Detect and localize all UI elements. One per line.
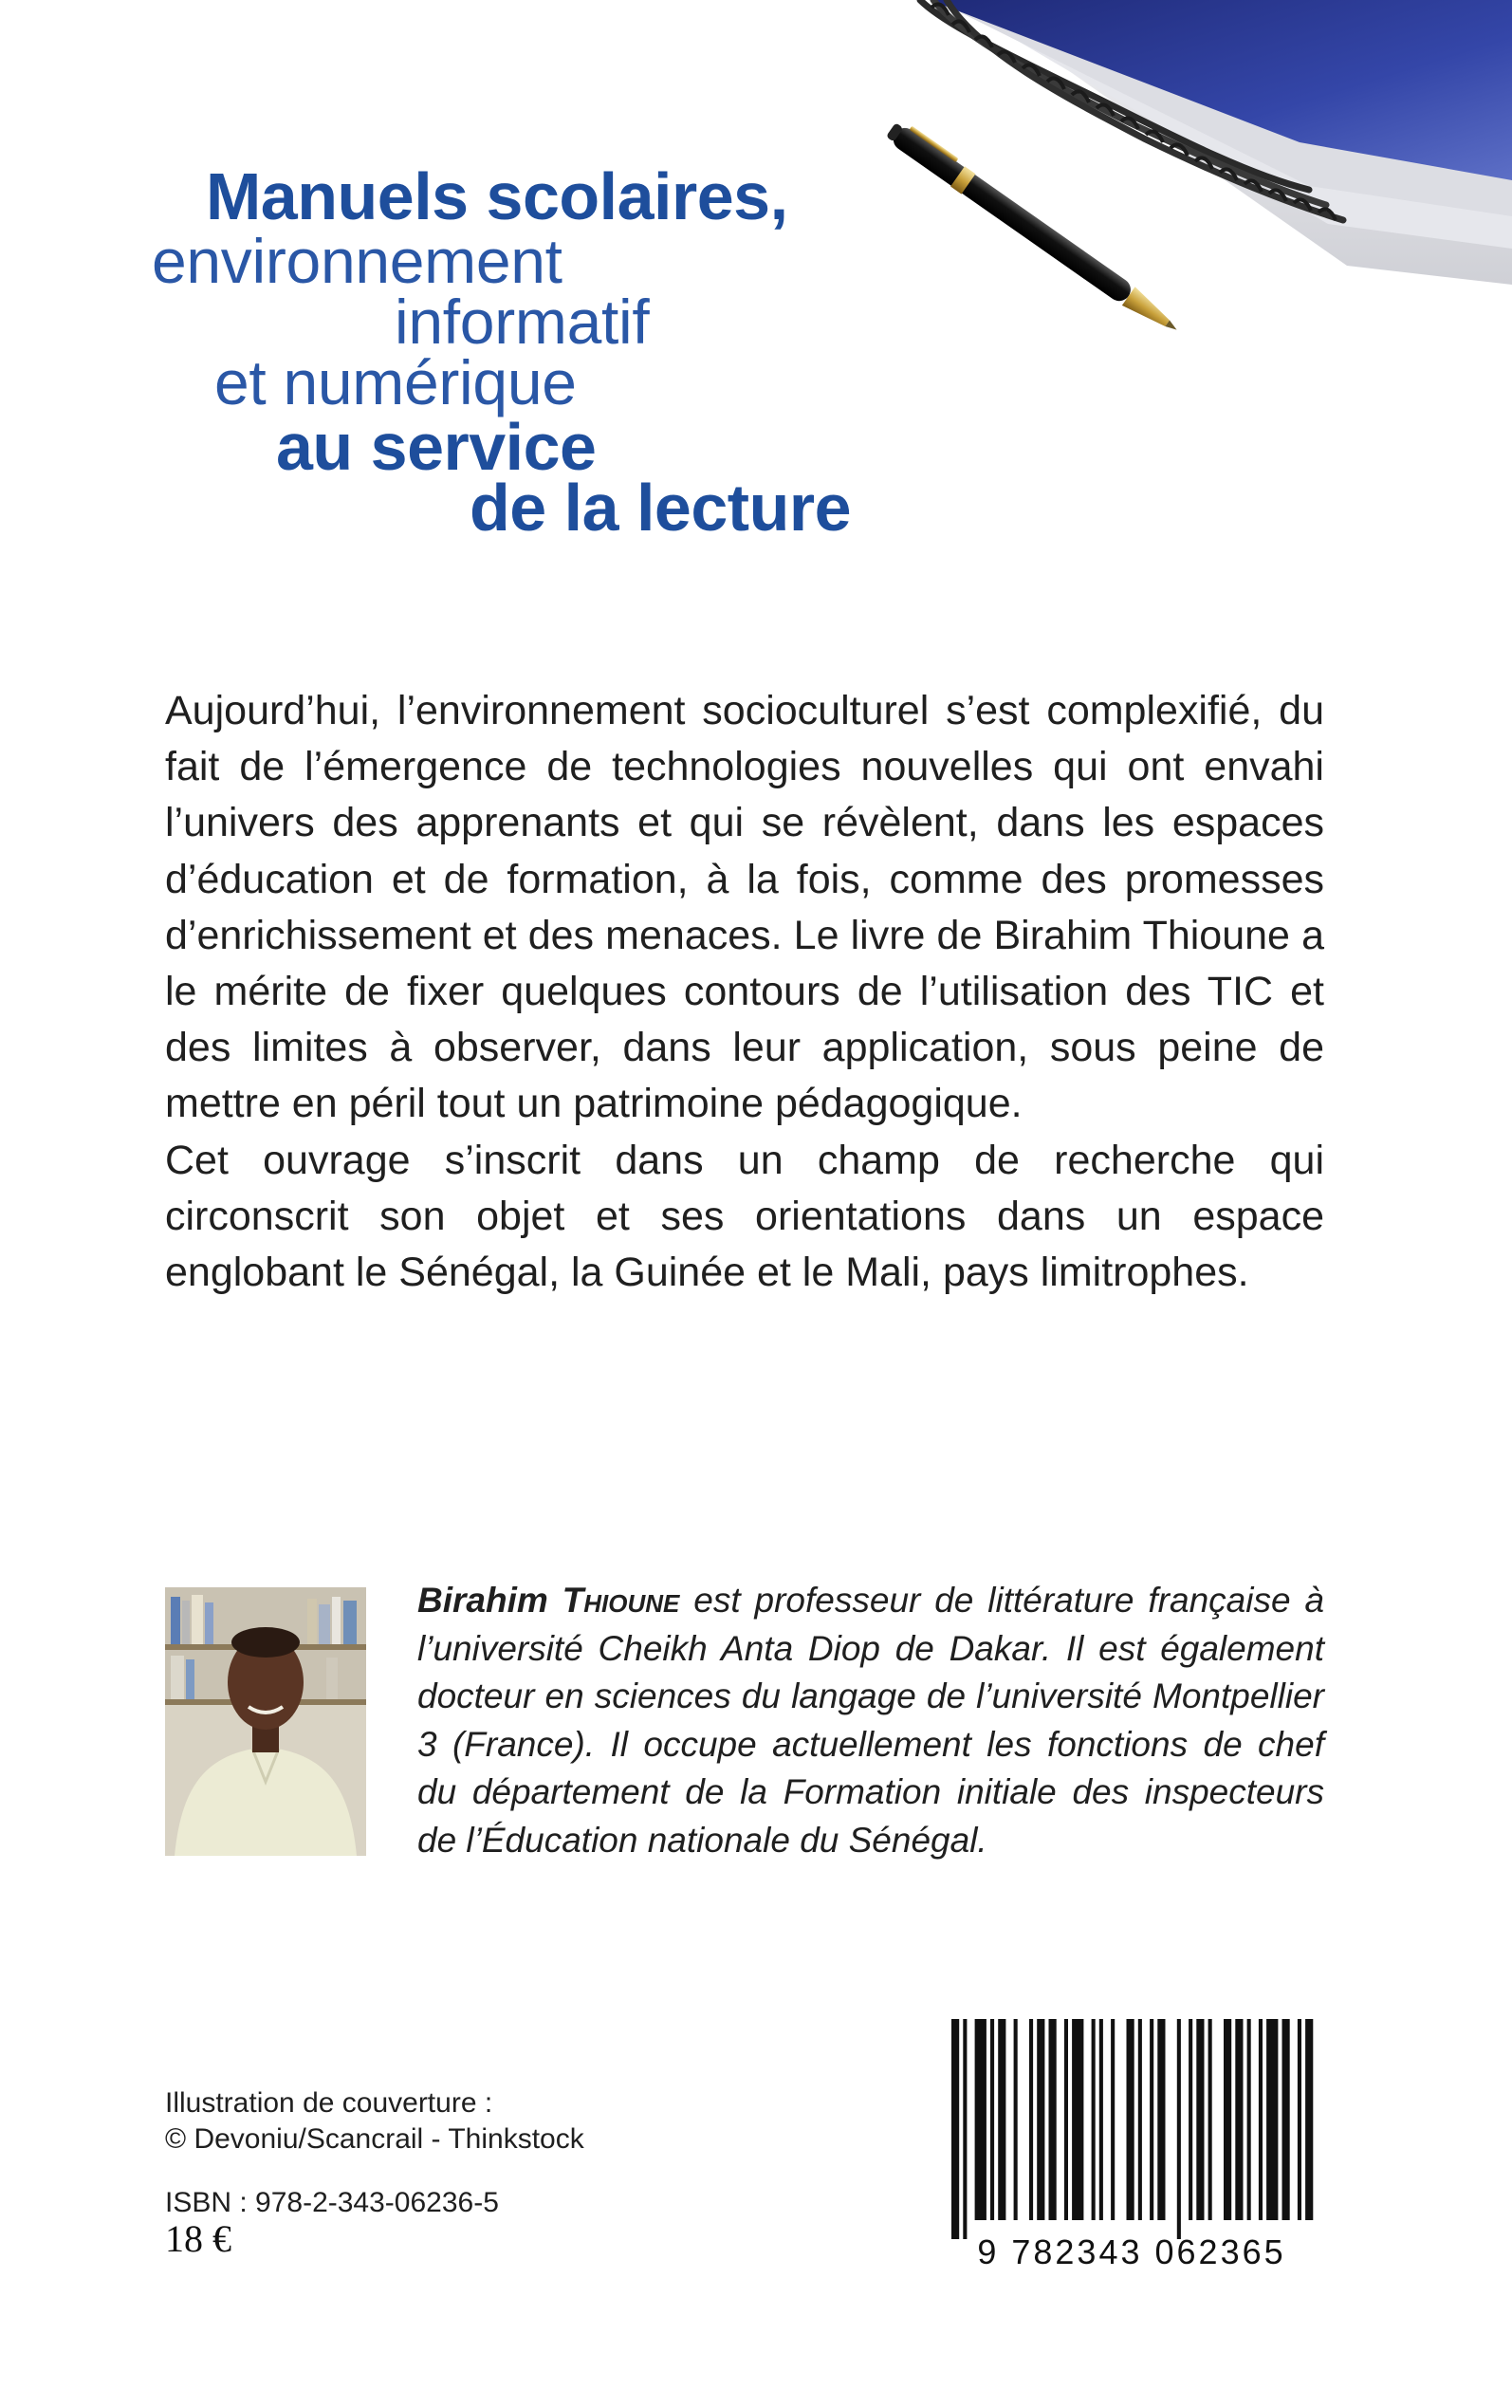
notebook-pen-illustration [854,0,1512,398]
barcode-bar [1092,2019,1096,2220]
title-line-5: au service [276,410,597,484]
barcode-bar [1235,2019,1243,2220]
barcode-bar [1298,2019,1301,2220]
barcode-bar [1247,2019,1251,2220]
barcode-bar [1196,2019,1204,2220]
barcode-bar [1305,2019,1313,2220]
barcode-digits: 9 782343 062365 [977,2232,1286,2268]
author-bio [417,1577,1324,1864]
title-line-6: de la lecture [470,471,852,545]
pen [884,117,1186,340]
title-line-2: environnement [152,226,562,296]
barcode-bar [1177,2019,1181,2239]
barcode-bar [1189,2019,1192,2220]
barcode-bar [1072,2019,1083,2220]
barcode-bar [1099,2019,1103,2220]
illustration-credit-label: Illustration de couverture : [165,2087,493,2119]
barcode-bar [1049,2019,1057,2220]
author-surname: Thioune [562,1581,680,1620]
barcode-bar [1208,2019,1212,2220]
barcode-bar [1127,2019,1134,2220]
price: 18 € [165,2217,231,2260]
barcode-bars [951,2019,1313,2239]
barcode-bar [951,2019,959,2239]
barcode-bar [963,2019,967,2239]
title-line-4: et numérique [214,347,577,417]
barcode-bar [1064,2019,1068,2220]
barcode-bar [1157,2019,1165,2220]
author-first-name: Birahim [417,1581,548,1620]
blurb [165,683,1324,1301]
author-bio-text: est professeur de littérature française à l’université Cheikh Anta Diop de Dakar. Il est également docteur en sciences du langage de l’université Montpellier 3 (France). Il occupe actuellement les fonctions de chef du département de la Formation initiale des inspecteurs de l’Éducation nationale du Sénégal. [417,1581,1324,1860]
barcode [934,2019,1314,2268]
isbn: ISBN : 978-2-343-06236-5 [165,2187,499,2218]
barcode-bar [998,2019,1005,2220]
barcode-bar [1138,2019,1142,2220]
barcode-bar [1111,2019,1115,2220]
blurb-paragraph-1: Aujourd’hui, l’environnement socioculturel s’est complexifié, du fait de l’émergence de technologies nouvelles qui ont envahi l’univers des apprenants et qui se révèlent, dans les espaces d’éducation et de formation, à la fois, comme des promesses d’enrichissement et des menaces. Le livre de Birahim Thioune a le mérite de fixer quelques contours de l’utilisation des TIC et des limites à observer, dans leur application, sous peine de mettre en péril tout un patrimoine pédagogique. [165,688,1324,1127]
barcode-bar [975,2019,986,2220]
barcode-bar [1037,2019,1044,2220]
barcode-bar [1259,2019,1263,2220]
barcode-bar [1224,2019,1231,2220]
barcode-bar [1014,2019,1018,2220]
blurb-paragraph-2: Cet ouvrage s’inscrit dans un champ de recherche qui circonscrit son objet et ses orientations dans un espace englobant le Sénégal, la Guinée et le Mali, pays limitrophes. [165,1137,1324,1296]
title-line-3: informatif [395,287,650,357]
barcode-bar [1029,2019,1033,2220]
barcode-bar [1150,2019,1153,2220]
illustration-credit-source: © Devoniu/Scancrail - Thinkstock [165,2123,584,2155]
barcode-bar [1282,2019,1290,2220]
author-photo [165,1587,366,1856]
title-line-1: Manuels scolaires, [206,159,788,233]
barcode-bar [1266,2019,1278,2220]
barcode-bar [990,2019,994,2220]
